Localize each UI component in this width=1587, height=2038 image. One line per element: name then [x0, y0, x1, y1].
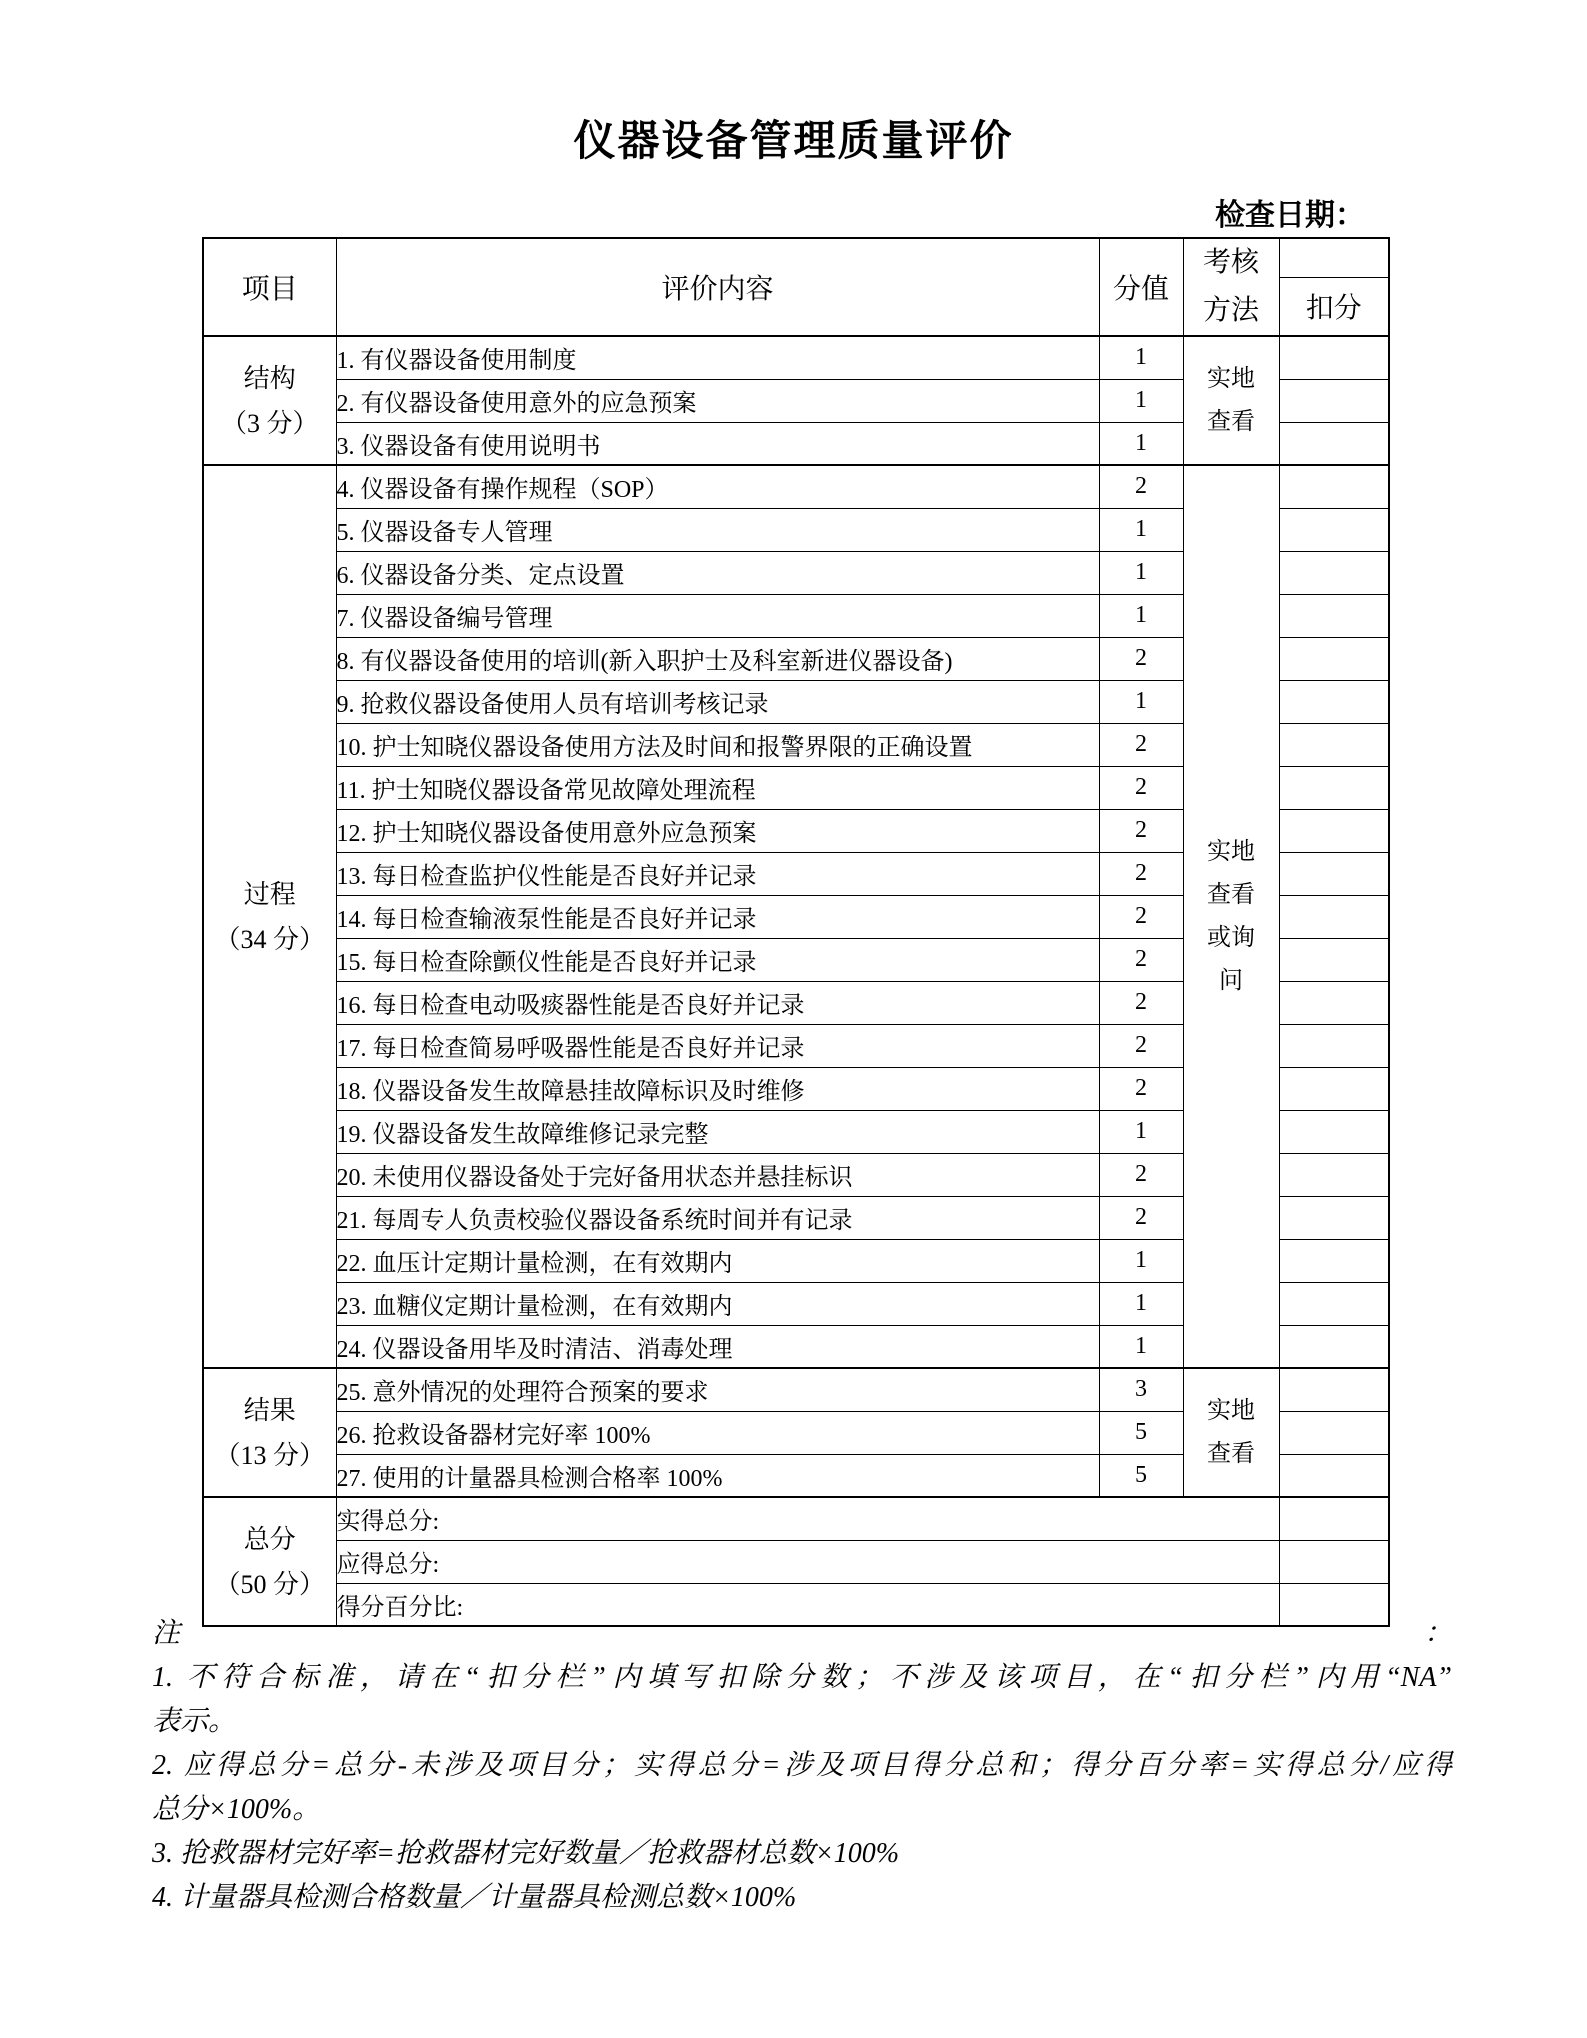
note-item-line: 总分×100%。	[152, 1794, 321, 1825]
content-cell: 10. 护士知晓仪器设备使用方法及时间和报警界限的正确设置	[336, 723, 1099, 766]
deduction-cell	[1279, 1497, 1389, 1540]
section-score-label: （50 分）	[214, 1569, 325, 1599]
score-cell: 2	[1099, 938, 1183, 981]
content-cell: 26. 抢救设备器材完好率 100%	[336, 1411, 1099, 1454]
deduction-cell	[1279, 465, 1389, 508]
content-cell: 19. 仪器设备发生故障维修记录完整	[336, 1110, 1099, 1153]
content-cell: 21. 每周专人负责校验仪器设备系统时间并有记录	[336, 1196, 1099, 1239]
note-item-line: 1. 不符合标准，请在“扣分栏”内填写扣除分数；不涉及该项目，在“扣分栏”内用“NA”	[152, 1662, 1452, 1693]
page-title: 仪器设备管理质量评价	[573, 119, 1014, 165]
score-cell: 2	[1099, 981, 1183, 1024]
score-cell: 2	[1099, 1024, 1183, 1067]
score-cell: 1	[1099, 1325, 1183, 1368]
score-cell: 2	[1099, 465, 1183, 508]
deduction-cell	[1279, 336, 1389, 379]
score-cell: 1	[1099, 508, 1183, 551]
content-cell: 4. 仪器设备有操作规程（SOP）	[336, 465, 1099, 508]
content-cell: 9. 抢救仪器设备使用人员有培训考核记录	[336, 680, 1099, 723]
score-cell: 2	[1099, 766, 1183, 809]
table-row	[203, 336, 1389, 379]
deduction-cell	[1279, 809, 1389, 852]
content-cell: 20. 未使用仪器设备处于完好备用状态并悬挂标识	[336, 1153, 1099, 1196]
deduction-cell	[1279, 1024, 1389, 1067]
deduction-cell	[1279, 1282, 1389, 1325]
table-row	[203, 1497, 1389, 1540]
section-score-label: （34 分）	[214, 924, 325, 954]
deduction-cell	[1279, 508, 1389, 551]
notes-label: 注	[152, 1618, 181, 1649]
section-label-cell	[203, 1368, 336, 1497]
deduction-cell	[1279, 1110, 1389, 1153]
content-cell: 17. 每日检查简易呼吸器性能是否良好并记录	[336, 1024, 1099, 1067]
content-cell: 25. 意外情况的处理符合预案的要求	[336, 1368, 1099, 1411]
note-item-line: 3. 抢救器材完好率=抢救器材完好数量／抢救器材总数×100%	[152, 1838, 900, 1869]
score-cell: 2	[1099, 637, 1183, 680]
header-method-cell	[1183, 238, 1279, 336]
notes-list	[152, 1656, 1452, 1920]
content-cell: 23. 血糖仪定期计量检测，在有效期内	[336, 1282, 1099, 1325]
score-cell: 1	[1099, 551, 1183, 594]
deduction-cell	[1279, 594, 1389, 637]
method-cell	[1183, 465, 1279, 1368]
note-item-line: 4. 计量器具检测合格数量／计量器具检测总数×100%	[152, 1882, 797, 1913]
content-cell: 5. 仪器设备专人管理	[336, 508, 1099, 551]
deduction-cell	[1279, 1196, 1389, 1239]
method-text: 实地查看	[1207, 365, 1255, 435]
deduction-cell	[1279, 1153, 1389, 1196]
score-cell: 1	[1099, 594, 1183, 637]
score-cell: 5	[1099, 1411, 1183, 1454]
content-cell: 18. 仪器设备发生故障悬挂故障标识及时维修	[336, 1067, 1099, 1110]
section-score-label: （3 分）	[220, 408, 319, 438]
deduction-cell	[1279, 895, 1389, 938]
content-cell: 24. 仪器设备用毕及时清洁、消毒处理	[336, 1325, 1099, 1368]
table-row	[203, 1540, 1389, 1583]
deduction-cell	[1279, 852, 1389, 895]
content-cell: 22. 血压计定期计量检测，在有效期内	[336, 1239, 1099, 1282]
total-row-label-cell: 应得总分:	[336, 1540, 1279, 1583]
deduction-cell	[1279, 723, 1389, 766]
section-label-cell	[203, 465, 336, 1368]
total-row-label-cell: 实得总分:	[336, 1497, 1279, 1540]
total-label-cell	[203, 1497, 336, 1626]
total-row-label-cell: 得分百分比:	[336, 1583, 1279, 1626]
deduction-cell	[1279, 1540, 1389, 1583]
content-cell: 8. 有仪器设备使用的培训(新入职护士及科室新进仪器设备)	[336, 637, 1099, 680]
deduction-cell	[1279, 551, 1389, 594]
note-item-line: 2. 应得总分=总分-未涉及项目分；实得总分=涉及项目得分总和；得分百分率=实得总分/应得	[152, 1750, 1452, 1781]
score-cell: 1	[1099, 1282, 1183, 1325]
section-name: 过程	[243, 879, 296, 909]
header-method-text: 考核方法	[1203, 247, 1260, 326]
section-label-cell	[203, 336, 336, 465]
deduction-cell	[1279, 680, 1389, 723]
score-cell: 1	[1099, 379, 1183, 422]
deduction-cell	[1279, 766, 1389, 809]
section-name: 结果	[243, 1395, 296, 1425]
table-row	[203, 1368, 1389, 1411]
content-cell: 16. 每日检查电动吸痰器性能是否良好并记录	[336, 981, 1099, 1024]
section-score-label: （13 分）	[214, 1440, 325, 1470]
notes-colon: ：	[1423, 1618, 1452, 1649]
content-cell: 11. 护士知晓仪器设备常见故障处理流程	[336, 766, 1099, 809]
content-cell: 14. 每日检查输液泵性能是否良好并记录	[336, 895, 1099, 938]
score-cell: 2	[1099, 723, 1183, 766]
deduction-cell	[1279, 1067, 1389, 1110]
content-cell: 3. 仪器设备有使用说明书	[336, 422, 1099, 465]
notes-block	[152, 1612, 1452, 1920]
table-body	[203, 238, 1389, 1626]
score-cell: 2	[1099, 895, 1183, 938]
deduction-cell	[1279, 1239, 1389, 1282]
deduction-header-spacer-cell	[1279, 238, 1389, 277]
deduction-cell	[1279, 981, 1389, 1024]
score-cell: 2	[1099, 1153, 1183, 1196]
method-text: 实地查看或询问	[1207, 838, 1255, 994]
score-cell: 1	[1099, 1239, 1183, 1282]
content-cell: 27. 使用的计量器具检测合格率 100%	[336, 1454, 1099, 1497]
score-cell: 1	[1099, 680, 1183, 723]
inspection-date-label: 检查日期：	[1215, 199, 1365, 232]
score-cell: 1	[1099, 1110, 1183, 1153]
score-cell: 2	[1099, 809, 1183, 852]
score-cell: 1	[1099, 336, 1183, 379]
deduction-cell	[1279, 1454, 1389, 1497]
content-cell: 6. 仪器设备分类、定点设置	[336, 551, 1099, 594]
header-score-cell: 分值	[1099, 238, 1183, 336]
header-deduction-cell: 扣分	[1279, 277, 1389, 336]
deduction-cell	[1279, 1411, 1389, 1454]
deduction-cell	[1279, 1368, 1389, 1411]
table-header-row-1	[203, 238, 1389, 277]
score-cell: 3	[1099, 1368, 1183, 1411]
method-cell	[1183, 336, 1279, 465]
score-cell: 2	[1099, 852, 1183, 895]
deduction-cell	[1279, 637, 1389, 680]
evaluation-table	[202, 237, 1390, 1627]
content-cell: 2. 有仪器设备使用意外的应急预案	[336, 379, 1099, 422]
section-name: 总分	[243, 1524, 296, 1554]
method-text: 实地查看	[1207, 1397, 1255, 1467]
deduction-cell	[1279, 422, 1389, 465]
method-cell	[1183, 1368, 1279, 1497]
deduction-cell	[1279, 938, 1389, 981]
header-content-cell: 评价内容	[336, 238, 1099, 336]
content-cell: 15. 每日检查除颤仪性能是否良好并记录	[336, 938, 1099, 981]
content-cell: 13. 每日检查监护仪性能是否良好并记录	[336, 852, 1099, 895]
score-cell: 2	[1099, 1067, 1183, 1110]
content-cell: 1. 有仪器设备使用制度	[336, 336, 1099, 379]
score-cell: 5	[1099, 1454, 1183, 1497]
header-item-cell: 项目	[203, 238, 336, 336]
score-cell: 2	[1099, 1196, 1183, 1239]
deduction-cell	[1279, 1325, 1389, 1368]
table-row	[203, 465, 1389, 508]
score-cell: 1	[1099, 422, 1183, 465]
deduction-cell	[1279, 379, 1389, 422]
content-cell: 7. 仪器设备编号管理	[336, 594, 1099, 637]
content-cell: 12. 护士知晓仪器设备使用意外应急预案	[336, 809, 1099, 852]
section-name: 结构	[243, 363, 296, 393]
note-item-line: 表示。	[152, 1706, 237, 1737]
notes-header	[152, 1612, 1452, 1656]
